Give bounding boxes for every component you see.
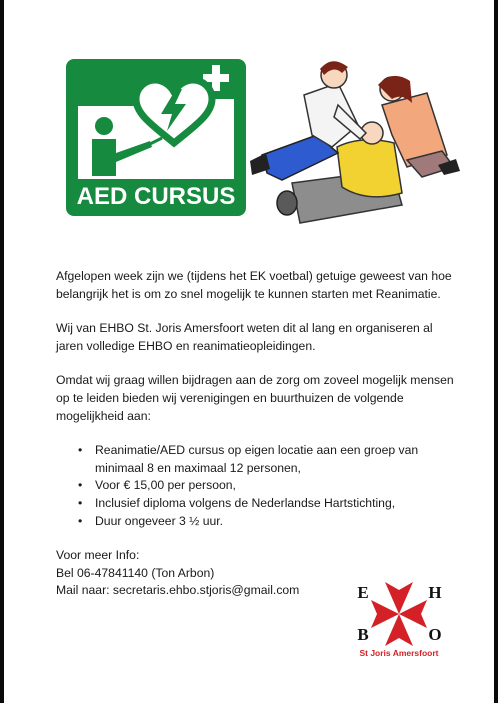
intro-paragraph-3: Omdat wij graag willen bijdragen aan de zorg om zoveel mogelijk mensen op te leiden bieden wij verenigingen en buurthuizen de volgende mogelijkheid aan:	[56, 373, 454, 423]
contact-mail[interactable]: Mail naar: secretaris.ehbo.stjoris@gmail.com	[56, 583, 300, 598]
list-item-text: Inclusief diploma volgens de Nederlandse Hartstichting,	[95, 495, 396, 510]
bullet-icon: •	[78, 513, 83, 528]
ehbo-letter-h: H	[428, 583, 442, 602]
aed-cursus-title: AED CURSUS	[76, 183, 236, 210]
ehbo-caption: St Joris Amersfoort	[359, 648, 439, 658]
ehbo-letter-b: B	[357, 625, 369, 644]
body-text	[56, 268, 456, 600]
intro-paragraph-1: Afgelopen week zijn we (tijdens het EK voetbal) getuige geweest van hoe belangrijk het is om zo snel mogelijk te kunnen starten met Reanimatie.	[56, 269, 452, 301]
offer-list	[56, 442, 456, 530]
bullet-icon: •	[78, 443, 83, 458]
list-item	[56, 513, 456, 531]
list-item-text: Voor € 15,00 per persoon,	[95, 478, 236, 493]
contact-phone[interactable]: Bel 06-47841140 (Ton Arbon)	[56, 565, 215, 580]
maltese-cross-icon	[349, 578, 449, 648]
list-item-text: Duur ongeveer 3 ½ uur.	[95, 513, 224, 528]
bullet-icon: •	[78, 478, 83, 493]
bullet-icon: •	[78, 495, 83, 510]
list-item-text: Reanimatie/AED cursus op eigen locatie aan een groep van minimaal 8 en maximaal 12 personen,	[95, 443, 419, 475]
ehbo-letter-e: E	[357, 583, 369, 602]
contact-heading: Voor meer Info:	[56, 548, 140, 563]
list-item	[56, 442, 456, 477]
cpr-illustration-icon	[242, 55, 464, 225]
intro-paragraph-2: Wij van EHBO St. Joris Amersfoort weten dit al lang en organiseren al jaren volledige EHBO en reanimatieopleidingen.	[56, 321, 433, 353]
ehbo-letter-o: O	[428, 625, 442, 644]
list-item	[56, 495, 456, 513]
ehbo-logo	[349, 578, 449, 662]
aed-cursus-logo	[66, 59, 246, 216]
list-item	[56, 477, 456, 495]
flyer-page	[4, 0, 494, 703]
